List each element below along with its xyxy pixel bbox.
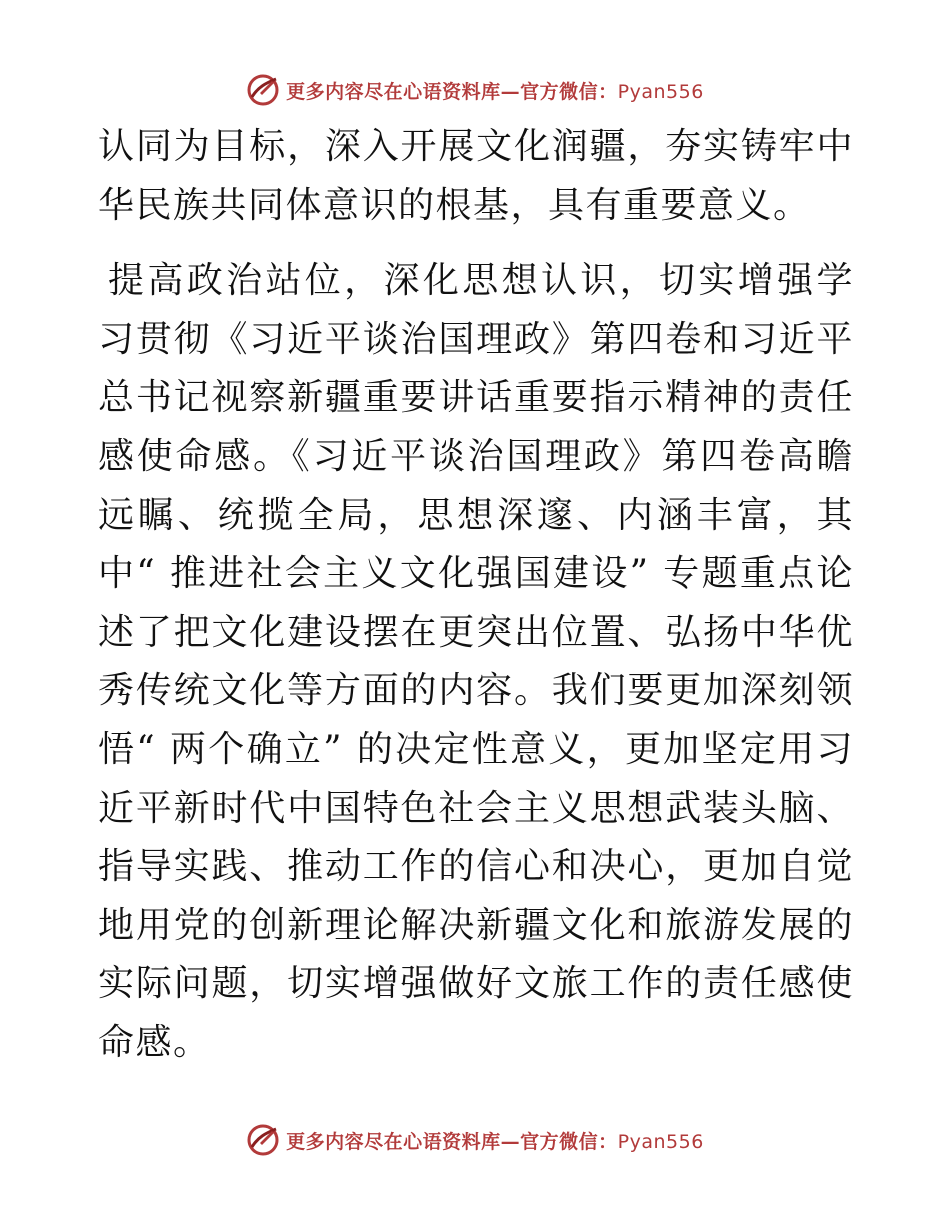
header-banner-id: Pyan556 xyxy=(617,80,704,103)
paragraph-2: 提高政治站位，深化思想认识，切实增强学习贯彻《习近平谈治国理政》第四卷和习近平总书记视察新疆重要讲话重要指示精神的责任感使命感。《习近平谈治国理政》第四卷高瞻远瞩、统揽全局，思想深邃、内涵丰富，其中“ 推进社会主义文化强国建设” 专题重点论述了把文化建设摆在更突出位置、弘扬中华优秀传统文化等方面的内容。我们要更加深刻领悟“ 两个确立” 的决定性意义，更加坚定用习近平新时代中国特色社会主义思想武装头脑、指导实践、推动工作的信心和决心，更加自觉地用党的创新理论解决新疆文化和旅游发展的实际问题，切实增强做好文旅工作的责任感使命感。 xyxy=(98,260,854,1063)
pen-swirl-logo-icon xyxy=(246,1123,280,1157)
footer-banner xyxy=(0,1120,950,1160)
pen-swirl-logo-icon xyxy=(246,73,280,107)
footer-banner-label: 更多内容尽在心语资料库—官方微信： xyxy=(286,1130,618,1153)
footer-banner-text xyxy=(286,1127,704,1154)
document-body xyxy=(98,118,854,1073)
header-banner-label: 更多内容尽在心语资料库—官方微信： xyxy=(286,80,618,103)
header-banner xyxy=(0,70,950,110)
paragraph-1: 认同为目标，深入开展文化润疆，夯实铸牢中华民族共同体意识的根基，具有重要意义。 xyxy=(98,126,854,226)
footer-banner-id: Pyan556 xyxy=(617,1130,704,1153)
header-banner-text xyxy=(286,77,704,104)
